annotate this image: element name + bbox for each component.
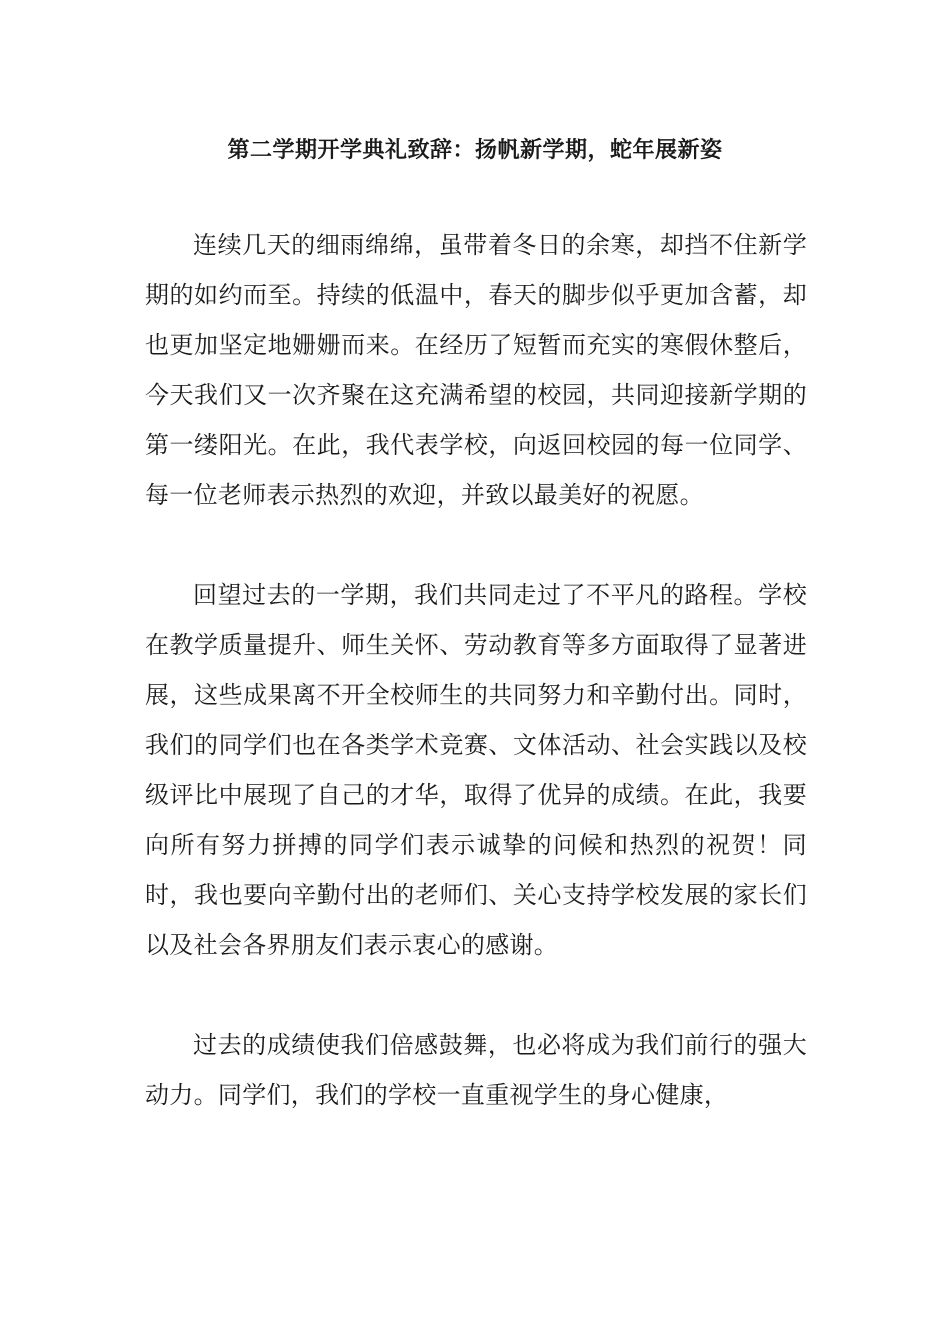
paragraph-2: 回望过去的一学期，我们共同走过了不平凡的路程。学校在教学质量提升、师生关怀、劳动教育等多方面取得了显著进展，这些成果离不开全校师生的共同努力和辛勤付出。同时，我们的同学们也在各类学术竞赛、文体活动、社会实践以及校级评比中展现了自己的才华，取得了优异的成绩。在此，我要向所有努力拼搏的同学们表示诚挚的问候和热烈的祝贺！同时，我也要向辛勤付出的老师们、关心支持学校发展的家长们以及社会各界朋友们表示衷心的感谢。	[145, 581, 807, 959]
document-title: 第二学期开学典礼致辞：扬帆新学期，蛇年展新姿	[227, 138, 723, 163]
document-body	[145, 220, 807, 1120]
paragraph-3: 过去的成绩使我们倍感鼓舞，也必将成为我们前行的强大动力。同学们，我们的学校一直重视学生的身心健康，	[145, 1031, 807, 1109]
paragraph-1: 连续几天的细雨绵绵，虽带着冬日的余寒，却挡不住新学期的如约而至。持续的低温中，春天的脚步似乎更加含蓄，却也更加坚定地姗姗而来。在经历了短暂而充实的寒假休整后，今天我们又一次齐聚在这充满希望的校园，共同迎接新学期的第一缕阳光。在此，我代表学校，向返回校园的每一位同学、每一位老师表示热烈的欢迎，并致以最美好的祝愿。	[145, 231, 807, 509]
